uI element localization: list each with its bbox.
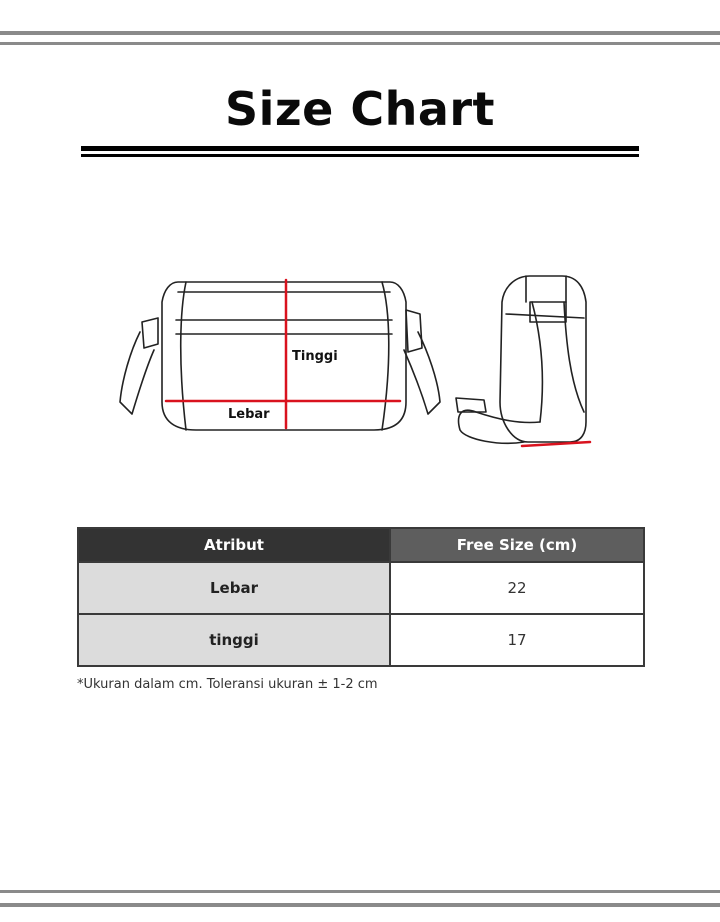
top-border-outer: [0, 31, 720, 35]
top-border-inner: [0, 42, 720, 45]
tolerance-note: *Ukuran dalam cm. Toleransi ukuran ± 1-2 cm: [77, 677, 378, 692]
title-underline-thin: [81, 154, 639, 157]
row-attribute: tinggi: [78, 614, 390, 666]
header-free-size: Free Size (cm): [390, 528, 644, 562]
row-attribute: Lebar: [78, 562, 390, 614]
table-header-row: [78, 528, 644, 562]
bottom-border-outer: [0, 903, 720, 907]
row-value: 22: [390, 562, 644, 614]
width-label: Lebar: [228, 407, 270, 422]
height-label: Tinggi: [292, 349, 338, 364]
row-value: 17: [390, 614, 644, 666]
title-underline-thick: [81, 146, 639, 151]
bag-illustration: [100, 262, 620, 462]
bag-side-view: [456, 276, 590, 446]
bag-front-view: [120, 280, 440, 430]
table-row: [78, 562, 644, 614]
table-row: [78, 614, 644, 666]
page-title: Size Chart: [224, 82, 496, 136]
header-attribute: Atribut: [78, 528, 390, 562]
size-table: [77, 527, 645, 667]
bottom-border-inner: [0, 890, 720, 893]
